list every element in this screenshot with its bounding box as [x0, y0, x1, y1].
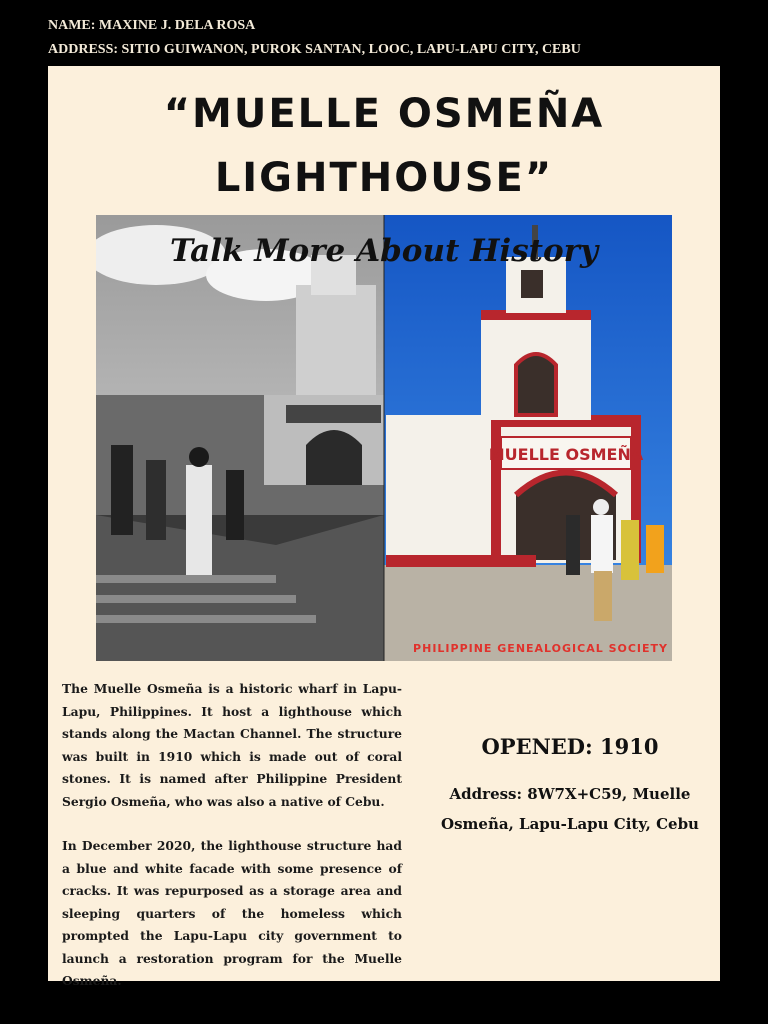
- poster-panel: [48, 66, 720, 988]
- description-text: [62, 678, 402, 1015]
- opened-year: OPENED: 1910: [481, 734, 659, 759]
- author-header: [48, 14, 581, 62]
- photo-watermark: PHILIPPINE GENEALOGICAL SOCIETY: [413, 642, 668, 655]
- arch-sign: MUELLE OSMEÑA: [488, 445, 644, 464]
- description-paragraph-1: The Muelle Osmeña is a historic wharf in Lapu-Lapu, Philippines. It host a lighthouse which stands along the Mactan Channel. The structure was built in 1910 which is made out of coral stones. It is named after Philippine President Sergio Osmeña, who was also a native of Cebu.: [62, 681, 402, 809]
- historic-photo-half: [96, 215, 384, 661]
- photo-collage-illustration: [96, 215, 672, 661]
- restored-photo-half: [384, 215, 672, 661]
- title-line-1: “MUELLE OSMEÑA: [163, 91, 605, 137]
- description-paragraph-2: In December 2020, the lighthouse structure had a blue and white facade with some presence of cracks. It was repurposed as a storage area and sleeping quarters of the homeless which prompted the Lapu-Lapu city government to launch a restoration program for the Muelle Osmeña.: [62, 838, 402, 988]
- location-address: Address: 8W7X+C59, Muelle Osmeña, Lapu-Lapu City, Cebu: [441, 785, 699, 833]
- title-line-2: LIGHTHOUSE”: [214, 155, 554, 201]
- lighthouse-photo: [96, 215, 672, 661]
- author-address: ADDRESS: SITIO GUIWANON, PUROK SANTAN, LOOC, LAPU-LAPU CITY, CEBU: [48, 42, 581, 57]
- poster-title: [48, 82, 720, 210]
- lighthouse-info: [430, 734, 710, 839]
- photo-heading: Talk More About History: [170, 233, 598, 269]
- author-name: NAME: MAXINE J. DELA ROSA: [48, 18, 256, 33]
